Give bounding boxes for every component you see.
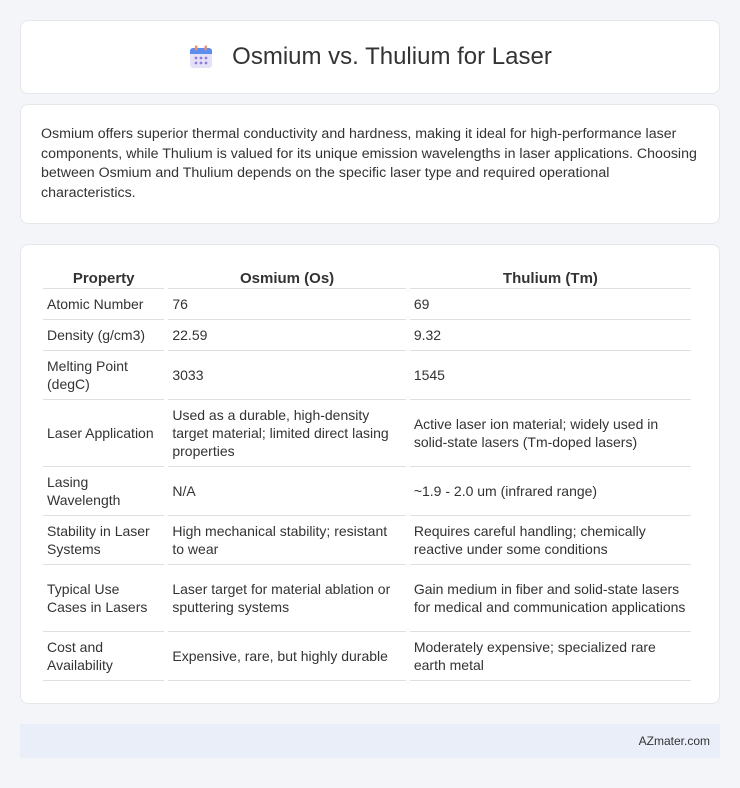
cell-property: Melting Point (degC) <box>43 351 164 400</box>
cell-thulium: 9.32 <box>410 320 691 351</box>
cell-thulium: Requires careful handling; chemically reactive under some conditions <box>410 516 691 565</box>
table-row <box>43 565 691 632</box>
page-title: Osmium vs. Thulium for Laser <box>232 43 552 70</box>
cell-osmium: Laser target for material ablation or sputtering systems <box>168 565 405 632</box>
header-thulium: Thulium (Tm) <box>410 265 691 289</box>
table-row <box>43 467 691 516</box>
cell-thulium: Active laser ion material; widely used in solid-state lasers (Tm-doped lasers) <box>410 400 691 467</box>
title-card <box>20 20 720 94</box>
cell-property: Density (g/cm3) <box>43 320 164 351</box>
cell-osmium: High mechanical stability; resistant to wear <box>168 516 405 565</box>
cell-property: Stability in Laser Systems <box>43 516 164 565</box>
comparison-card <box>20 244 720 704</box>
table-row <box>43 320 691 351</box>
cell-thulium: 1545 <box>410 351 691 400</box>
table-row <box>43 400 691 467</box>
cell-thulium: 69 <box>410 289 691 320</box>
header-osmium: Osmium (Os) <box>168 265 405 289</box>
footer-brand: AZmater.com <box>638 734 710 748</box>
cell-thulium: ~1.9 - 2.0 um (infrared range) <box>410 467 691 516</box>
table-row <box>43 289 691 320</box>
footer-bar <box>20 724 720 758</box>
cell-osmium: 76 <box>168 289 405 320</box>
cell-property: Lasing Wavelength <box>43 467 164 516</box>
table-header-row <box>43 265 691 289</box>
header-property: Property <box>43 265 164 289</box>
intro-paragraph: Osmium offers superior thermal conductivity and hardness, making it ideal for high-performance laser components, while Thulium is valued for its unique emission wavelengths in laser applications. Choosing between Osmium and Thulium depends on the specific laser type and required operational characteristics. <box>41 126 697 201</box>
comparison-table <box>39 265 695 681</box>
cell-osmium: 3033 <box>168 351 405 400</box>
cell-osmium: Used as a durable, high-density target material; limited direct lasing properties <box>168 400 405 467</box>
table-row <box>43 516 691 565</box>
table-row <box>43 632 691 681</box>
table-row <box>43 351 691 400</box>
cell-osmium: 22.59 <box>168 320 405 351</box>
cell-property: Cost and Availability <box>43 632 164 681</box>
cell-osmium: N/A <box>168 467 405 516</box>
cell-thulium: Gain medium in fiber and solid-state lasers for medical and communication applications <box>410 565 691 632</box>
intro-card <box>20 104 720 224</box>
calendar-icon <box>188 44 214 70</box>
cell-property: Laser Application <box>43 400 164 467</box>
cell-thulium: Moderately expensive; specialized rare earth metal <box>410 632 691 681</box>
cell-property: Typical Use Cases in Lasers <box>43 565 164 632</box>
cell-property: Atomic Number <box>43 289 164 320</box>
cell-osmium: Expensive, rare, but highly durable <box>168 632 405 681</box>
